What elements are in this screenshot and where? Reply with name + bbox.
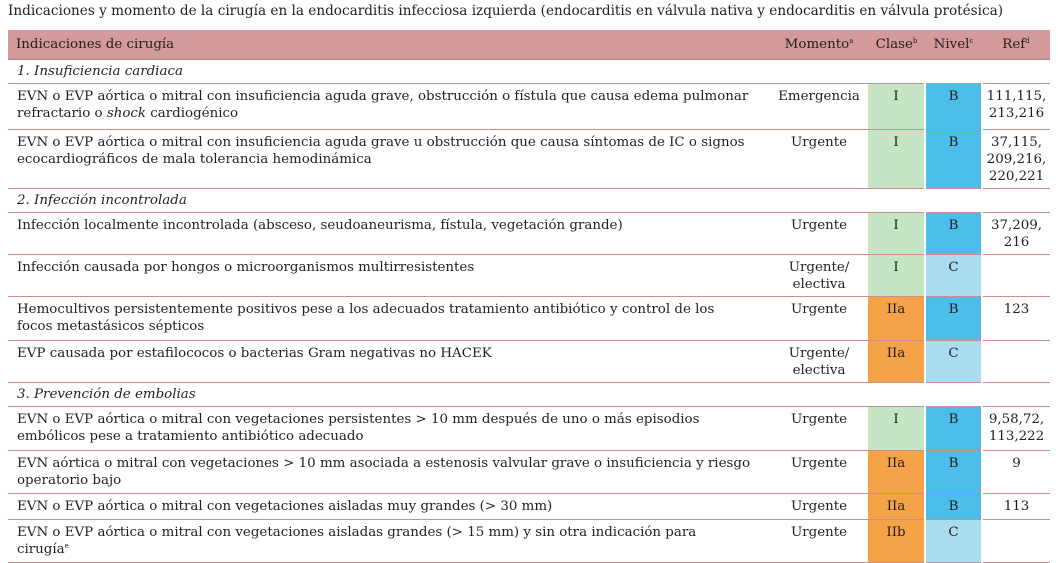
timing-cell: Urgente/ electiva xyxy=(770,255,868,297)
class-cell: I xyxy=(868,84,925,130)
class-cell: IIa xyxy=(868,494,925,520)
indication-cell xyxy=(8,213,770,255)
class-cell: IIa xyxy=(868,341,925,383)
reference-cell xyxy=(982,255,1050,297)
class-cell: I xyxy=(868,130,925,189)
level-cell: B xyxy=(925,213,982,255)
indication-italic-text: shock xyxy=(106,106,147,121)
table-row xyxy=(8,84,1050,130)
header-level: Nivel$^c$ xyxy=(925,30,982,60)
class-cell: IIa xyxy=(868,451,925,494)
header-ref: Ref$^d$ xyxy=(982,30,1050,60)
indication-cell xyxy=(8,407,770,451)
indication-cell xyxy=(8,341,770,383)
table-row xyxy=(8,407,1050,451)
section-row xyxy=(8,383,1050,407)
timing-cell: Urgente xyxy=(770,213,868,255)
section-title: 1. Insuficiencia cardiaca xyxy=(8,60,1050,84)
level-cell: B xyxy=(925,130,982,189)
class-cell: I xyxy=(868,255,925,297)
indication-text: EVN o EVP aórtica o mitral con vegetaciones aisladas grandes (> 15 mm) y sin otra indicación para cirugía xyxy=(17,525,697,557)
indication-text: EVP causada por estafilococos o bacterias Gram negativas no HACEK xyxy=(17,346,492,361)
footnote-mark: e xyxy=(64,542,69,550)
reference-cell: 37,115, 209,216, 220,221 xyxy=(982,130,1050,189)
indication-text: EVN o EVP aórtica o mitral con insuficiencia aguda grave, obstrucción o fístula que causa edema pulmonar refractario o xyxy=(17,89,749,121)
indication-text-end: cardiogénico xyxy=(146,106,239,121)
level-cell: C xyxy=(925,255,982,297)
reference-cell: 113 xyxy=(982,494,1050,520)
level-cell: B xyxy=(925,494,982,520)
reference-cell xyxy=(982,341,1050,383)
table-row xyxy=(8,213,1050,255)
indication-cell xyxy=(8,84,770,130)
indication-text: EVN o EVP aórtica o mitral con vegetaciones aisladas muy grandes (> 30 mm) xyxy=(17,499,553,514)
timing-cell: Urgente xyxy=(770,451,868,494)
indication-text: Infección localmente incontrolada (absceso, seudoaneurisma, fístula, vegetación grande) xyxy=(17,218,623,233)
header-class: Clase$^b$ xyxy=(868,30,925,60)
class-cell: I xyxy=(868,213,925,255)
indication-text: EVN o EVP aórtica o mitral con vegetaciones persistentes > 10 mm después de uno o más episodios embólicos pese a tratamiento antibiótico adecuado xyxy=(17,412,700,444)
section-title: 2. Infección incontrolada xyxy=(8,189,1050,213)
reference-cell: 9,58,72, 113,222 xyxy=(982,407,1050,451)
level-cell: B xyxy=(925,84,982,130)
reference-cell xyxy=(982,520,1050,563)
indication-cell xyxy=(8,451,770,494)
table-row xyxy=(8,520,1050,563)
timing-cell: Urgente/ electiva xyxy=(770,341,868,383)
level-cell: B xyxy=(925,451,982,494)
level-cell: B xyxy=(925,297,982,341)
level-cell: C xyxy=(925,520,982,563)
timing-cell: Emergencia xyxy=(770,84,868,130)
indication-cell xyxy=(8,494,770,520)
header-indications: Indicaciones de cirugía xyxy=(8,30,770,60)
indication-text: EVN o EVP aórtica o mitral con insuficiencia aguda grave u obstrucción que causa síntomas de IC o signos ecocardiográficos de mala tolerancia hemodinámica xyxy=(17,135,745,167)
section-row xyxy=(8,189,1050,213)
table-row xyxy=(8,130,1050,189)
indication-cell xyxy=(8,255,770,297)
level-cell: B xyxy=(925,407,982,451)
reference-cell: 37,209, 216 xyxy=(982,213,1050,255)
indication-text: Infección causada por hongos o microorganismos multirresistentes xyxy=(17,260,475,275)
table-row xyxy=(8,494,1050,520)
section-title: 3. Prevención de embolias xyxy=(8,383,1050,407)
header-timing: Momento$^a$ xyxy=(770,30,868,60)
surgery-indications-table xyxy=(8,30,1050,563)
indication-text: EVN aórtica o mitral con vegetaciones > 10 mm asociada a estenosis valvular grave o insuficiencia y riesgo operatorio bajo xyxy=(17,456,751,488)
timing-cell: Urgente xyxy=(770,520,868,563)
table-body xyxy=(8,60,1050,563)
table-row xyxy=(8,255,1050,297)
section-row xyxy=(8,60,1050,84)
reference-cell: 9 xyxy=(982,451,1050,494)
timing-cell: Urgente xyxy=(770,407,868,451)
class-cell: I xyxy=(868,407,925,451)
indication-text: Hemocultivos persistentemente positivos pese a los adecuados tratamiento antibiótico y control de los focos metastásicos sépticos xyxy=(17,302,715,334)
table-row xyxy=(8,451,1050,494)
reference-cell: 123 xyxy=(982,297,1050,341)
indication-cell xyxy=(8,130,770,189)
table-header-row xyxy=(8,30,1050,60)
indication-cell xyxy=(8,520,770,563)
table-row xyxy=(8,297,1050,341)
timing-cell: Urgente xyxy=(770,130,868,189)
indication-cell xyxy=(8,297,770,341)
level-cell: C xyxy=(925,341,982,383)
table-caption: Indicaciones y momento de la cirugía en la endocarditis infecciosa izquierda (endocarditis en válvula nativa y endocarditis en válvula protésica) xyxy=(8,3,1004,19)
class-cell: IIa xyxy=(868,297,925,341)
reference-cell: 111,115, 213,216 xyxy=(982,84,1050,130)
timing-cell: Urgente xyxy=(770,494,868,520)
timing-cell: Urgente xyxy=(770,297,868,341)
table-row xyxy=(8,341,1050,383)
class-cell: IIb xyxy=(868,520,925,563)
